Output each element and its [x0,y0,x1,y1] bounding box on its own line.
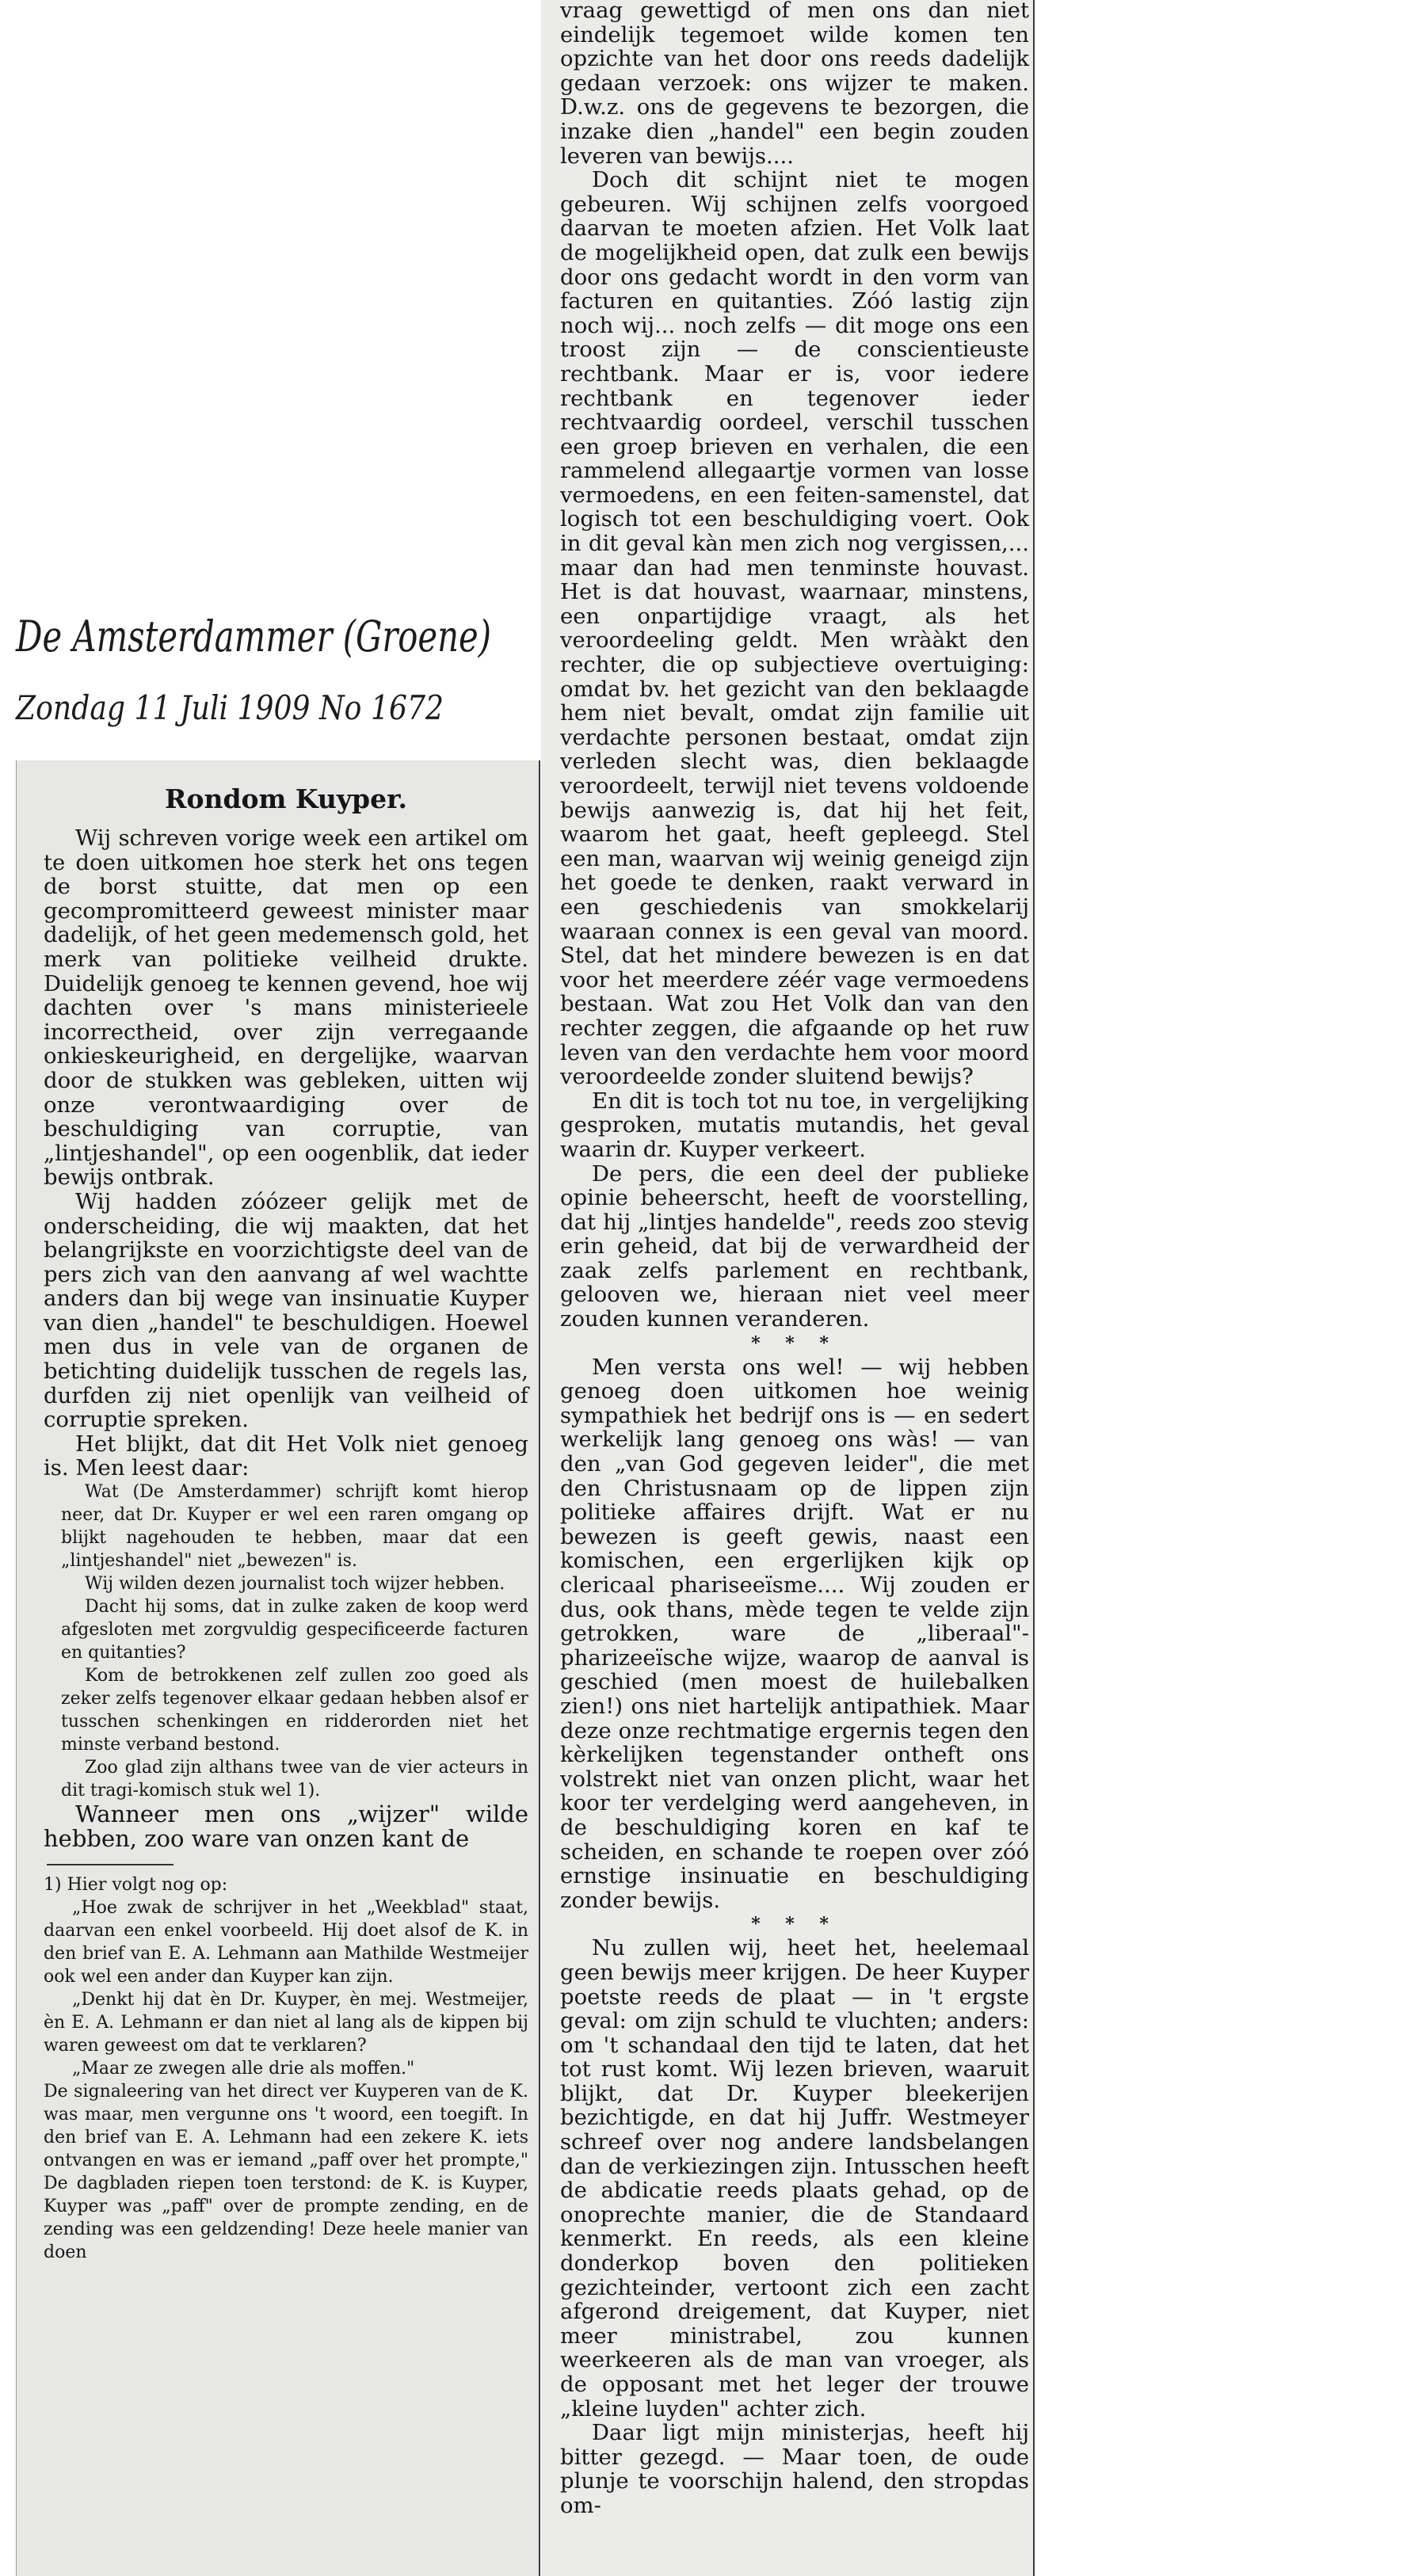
paragraph: Nu zullen wij, heet het, heelemaal geen bewijs meer krijgen. De heer Kuyper poetste reeds de plaat — in 't ergste geval: om zijn schuld te vluchten; anders: om 't schandaal den tijd te laten, dat het tot rust komt. Wij lezen brieven, waaruit blijkt, dat Dr. Kuyper bleekerijen bezichtigde, en dat hij Juffr. Westmeyer schreef over nog andere landsbelangen dan de verkiezingen zijn. Intusschen heeft de abdicatie reeds plaats gehad, op de onoprechte manier, die de Standaard kenmerkt. En reeds, als een kleine donderkop boven den politieken gezichteinder, vertoont zich een zacht afgerond dreigement, dat Kuyper, niet meer ministrabel, zou kunnen weerkeeren als de man van vroeger, als de opposant met het leger der trouwe „kleine luyden" achter zich. [560,1935,1029,2422]
article-title: Rondom Kuyper. [165,783,407,814]
paragraph: Het blijkt, dat dit Het Volk niet genoeg is. Men leest daar: [44,1431,528,1481]
right-edge-line [1033,0,1035,2576]
right-column [560,0,1029,2518]
paragraph: Men versta ons wel! — wij hebben genoeg doen uitkomen hoe weinig sympathiek het bedrijf ons is — en sedert werkelijk lang genoeg ons wàs! — van den „van God gegeven leider", die met den Christusnaam op de lippen zijn politieke affaires drijft. Wat er nu bewezen is geeft gewis, naast een komischen, een ergerlijken kijk op clericaal phariseeïsme.... Wij zouden er dus, ook thans, mède tegen te velde zijn getrokken, ware de „liberaal"-pharizeeïsche wijze, waarop de aanval is geschied (men moest de huilebalken zien!) ons niet hartelijk antipathiek. Maar deze onze rechtmatige ergernis tegen den kèrkelijken tegenstander ontheft ons volstrekt niet van onzen plicht, waar het koor ter verdelging werd aangeheven, in de beschuldiging koren en kaf te scheiden, en schande te roepen over zóó ernstige insinuatie en beschuldiging zonder bewijs. [560,1354,1029,1913]
column-divider-line [539,760,540,2576]
paragraph: Wanneer men ons „wijzer" wilde hebben, zoo ware van onzen kant de [44,1801,528,1853]
quote-paragraph: Wat (De Amsterdammer) schrijft komt hierop neer, dat Dr. Kuyper er wel een raren omgang op blijkt nagehouden te hebben, maar dat een „lintjeshandel" niet „bewezen" is. [61,1482,528,1572]
paragraph: En dit is toch tot nu toe, in vergelijking gesproken, mutatis mutandis, het geval waarin dr. Kuyper verkeert. [560,1088,1029,1162]
quote-paragraph: Zoo glad zijn althans twee van de vier acteurs in dit tragi-komisch stuk wel 1). [61,1758,528,1801]
quote-paragraph: Wij wilden dezen journalist toch wijzer hebben. [85,1574,505,1595]
handwriting-line-1: De Amsterdammer (Groene) [15,612,492,661]
footnote-paragraph: „Maar ze zwegen alle drie als moffen." [72,2059,415,2079]
footnote-paragraph: „Hoe zwak de schrijver in het „Weekblad" staat, daarvan een enkel voorbeeld. Hij doet alsof de K. in den brief van E. A. Lehmann aan Mathilde Westmeijer ook wel een ander dan Kuyper kan zijn. [44,1898,528,1987]
left-column [44,780,528,2264]
paragraph: Daar ligt mijn ministerjas, heeft hij bitter gezegd. — Maar toen, de oude plunje te voorschijn halend, den stropdas om- [560,2420,1029,2518]
footnote [44,1873,528,2264]
footnote-paragraph: De signaleering van het direct ver Kuyperen van de K. was maar, men vergunne ons 't woord, een toegift. In den brief van E. A. Lehmann had een zekere K. iets ontvangen en was er iemand „paff over het prompte," De dagbladen riepen toen terstond: de K. is Kuyper, Kuyper was „paff" over de prompte zending, en de zending was een geldzending! Deze heele manier van doen [44,2082,528,2263]
left-edge-line [16,760,17,2576]
paragraph: De pers, die een deel der publieke opinie beheerscht, heeft de voorstelling, dat hij „lintjes handelde", reeds zoo stevig erin geheid, dat bij de verwardheid der zaak zelfs parlement en rechtbank, gelooven we, hieraan niet veel meer zouden kunnen veranderen. [560,1160,1029,1332]
paragraph: Wij schreven vorige week een artikel om te doen uitkomen hoe sterk het ons tegen de borst stuitte, dat men op een gecompromitteerd geweest minister maar dadelijk, of het geen medemensch gold, het merk van politieke veilheid drukte. Duidelijk genoeg te kennen gevend, hoe wij dachten over 's mans ministerieele incorrectheid, over zijn verregaande onkieskeurigheid, en dergelijke, waarvan door de stukken was gebleken, uitten wij onze verontwaardiging over de beschuldiging van corruptie, van „lintjeshandel", op een oogenblik, dat ieder bewijs ontbrak. [44,825,528,1191]
section-break-stars: * * * [751,1914,838,1935]
footnote-paragraph: „Denkt hij dat èn Dr. Kuyper, èn mej. Westmeijer, èn E. A. Lehmann er dan niet al lang als de kippen bij waren geweest om dat te verklaren? [44,1990,528,2056]
paragraph: vraag gewettigd of men ons dan niet eindelijk tegemoet wilde komen ten opzichte van het door ons reeds dadelijk gedaan verzoek: ons wijzer te maken. D.w.z. ons de gegevens te bezorgen, die inzake dien „handel" een begin zouden leveren van bewijs.... [560,0,1029,169]
paragraph: Wij hadden zóózeer gelijk met de onderscheiding, die wij maakten, dat het belangrijkste en voorzichtigste deel van de pers zich van den aanvang af wel wachtte anders dan bij wege van insinuatie Kuyper van dien „handel" te beschuldigen. Hoewel men dus in vele van de organen de betichting duidelijk tusschen de regels las, durfden zij niet openlijk van veilheid of corruptie spreken. [44,1188,528,1433]
handwriting-drawing [11,602,502,745]
quote-paragraph: Dacht hij soms, dat in zulke zaken de koop werd afgesloten met zorgvuldig gespecificeerde facturen en quitanties? [61,1597,528,1663]
paragraph: Doch dit schijnt niet te mogen gebeuren. Wij schijnen zelfs voorgoed daarvan te moeten afzien. Het Volk laat de mogelijkheid open, dat zulk een bewijs door ons gedacht wordt in den vorm van facturen en quitanties. Zóó lastig zijn noch wij... noch zelfs — dit moge ons een troost zijn — de conscientieuste rechtbank. Maar er is, voor iedere rechtbank en tegenover ieder rechtvaardig oordeel, verschil tusschen een groep brieven en verhalen, die een rammelend allegaartje vormen van losse vermoedens, en een feiten-samenstel, dat logisch tot een beschuldiging voert. Ook in dit geval kàn men zich nog vergissen,... maar dan had men tenminste houvast. Het is dat houvast, waarnaar, minstens, een onpartijdige vraagt, als het veroordeeling geldt. Men wrààkt den rechter, die op subjectieve overtuiging: omdat bv. het gezicht van den beklaagde hem niet bevalt, omdat zijn familie uit verdachte personen bestaat, omdat zijn verleden slecht was, dien beklaagde veroordeelt, terwijl niet tevens voldoende bewijs aanwezig is, dat hij het feit, waarom het gaat, heeft gepleegd. Stel een man, waarvan wij weinig geneigd zijn het goede te denken, raakt verward in een geschiedenis van smokkelarij waaraan connex is een geval van moord. Stel, dat het mindere bewezen is en dat voor het meerdere zéér vage vermoedens bestaan. Wat zou Het Volk dan van den rechter zeggen, die afgaande op het ruw leven van den verdachte hem voor moord veroordeelde zonder sluitend bewijs? [560,167,1029,1090]
handwritten-source-note [11,602,502,745]
footnote-separator [47,1864,173,1865]
footnote-paragraph: 1) Hier volgt nog op: [44,1875,228,1896]
quote-paragraph: Kom de betrokkenen zelf zullen zoo goed als zeker zelfs tegenover elkaar gedaan hebben alsof er tusschen schenkingen en ridderorden niet het minste verband bestond. [61,1666,528,1755]
section-break-stars: * * * [751,1332,838,1354]
handwriting-line-2: Zondag 11 Juli 1909 No 1672 [14,688,444,727]
quoted-passage [61,1480,528,1802]
